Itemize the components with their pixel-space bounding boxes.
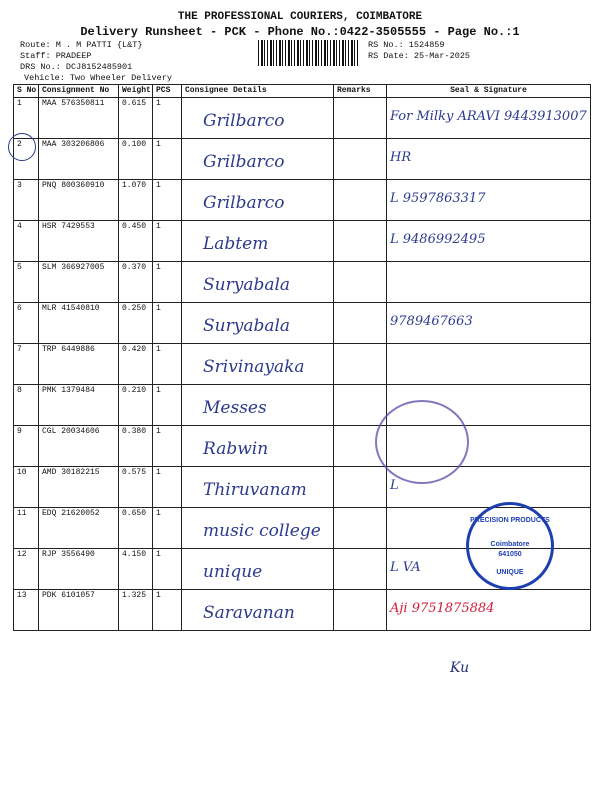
seal-signature-text: L 9486992495: [390, 232, 486, 247]
pieces-cell: [153, 385, 182, 426]
handwritten-circle-mark: [8, 133, 36, 161]
weight-cell: [119, 180, 153, 221]
consignment-number-text: MAA 303206806: [42, 140, 105, 149]
consignment-number-text: AMD 30182215: [42, 468, 100, 477]
company-seal: [466, 502, 554, 590]
pieces-cell: [153, 590, 182, 631]
pieces-text: 1: [156, 386, 161, 395]
consignment-number-text: MLR 41540810: [42, 304, 100, 313]
serial-number-text: 1: [17, 99, 22, 108]
seal-signature-cell: [387, 262, 591, 303]
seal-text-3: 641050: [498, 551, 522, 558]
serial-number-text: 8: [17, 386, 22, 395]
serial-number-text: 5: [17, 263, 22, 272]
remarks-cell: [334, 180, 387, 221]
seal-signature-cell: [387, 221, 591, 262]
table-row: [14, 221, 591, 262]
column-header: Consignee Details: [182, 85, 334, 98]
pieces-cell: [153, 344, 182, 385]
consignee-details-cell: [182, 139, 334, 180]
weight-text: 0.380: [122, 427, 147, 436]
serial-number-cell: [14, 98, 39, 139]
remarks-cell: [334, 98, 387, 139]
column-header: Weight: [119, 85, 153, 98]
route-label: Route: M . M PATTI {L&T}: [20, 40, 143, 50]
consignee-details-text: unique: [203, 562, 263, 582]
consignment-number-text: PNQ 800360910: [42, 181, 105, 190]
serial-number-text: 6: [17, 304, 22, 313]
consignment-number-cell: [39, 549, 119, 590]
seal-signature-cell: [387, 303, 591, 344]
consignee-details-cell: [182, 344, 334, 385]
pieces-cell: [153, 98, 182, 139]
weight-text: 0.370: [122, 263, 147, 272]
consignee-details-cell: [182, 262, 334, 303]
weight-cell: [119, 508, 153, 549]
weight-cell: [119, 385, 153, 426]
pieces-cell: [153, 508, 182, 549]
seal-signature-text: Aji 9751875884: [390, 601, 495, 616]
consignee-details-text: Grilbarco: [203, 111, 285, 131]
seal-signature-text: L 9597863317: [390, 191, 486, 206]
weight-text: 0.420: [122, 345, 147, 354]
drs-label: DRS No.: DCJ8152485901: [20, 62, 133, 72]
table-row: [14, 98, 591, 139]
consignment-number-cell: [39, 221, 119, 262]
consignment-number-cell: [39, 139, 119, 180]
consignment-number-cell: [39, 508, 119, 549]
weight-cell: [119, 467, 153, 508]
consignee-details-text: music college: [203, 521, 321, 541]
weight-text: 0.650: [122, 509, 147, 518]
serial-number-text: 12: [17, 550, 27, 559]
weight-cell: [119, 303, 153, 344]
remarks-cell: [334, 385, 387, 426]
weight-text: 0.210: [122, 386, 147, 395]
serial-number-cell: [14, 262, 39, 303]
rs-number: RS No.: 1524859: [368, 40, 445, 50]
seal-signature-text: 9789467663: [390, 314, 473, 329]
seal-text-1: PRECISION PRODUCTS: [470, 517, 550, 524]
consignee-details-cell: [182, 590, 334, 631]
vehicle-label: Vehicle: Two Wheeler Delivery: [24, 73, 172, 83]
consignment-number-cell: [39, 467, 119, 508]
weight-cell: [119, 262, 153, 303]
table-row: [14, 590, 591, 631]
runsheet-title: Delivery Runsheet - PCK - Phone No.:0422-3505555 - Page No.:1: [80, 25, 520, 39]
pieces-text: 1: [156, 345, 161, 354]
pieces-text: 1: [156, 591, 161, 600]
seal-signature-cell: [387, 344, 591, 385]
seal-signature-cell: [387, 98, 591, 139]
consignee-details-cell: [182, 508, 334, 549]
consignment-number-text: TRP 6449886: [42, 345, 95, 354]
serial-number-cell: [14, 508, 39, 549]
remarks-cell: [334, 549, 387, 590]
pieces-text: 1: [156, 263, 161, 272]
consignment-number-text: RJP 3556490: [42, 550, 95, 559]
seal-signature-text: For Milky ARAVI 9443913007: [390, 109, 587, 124]
pieces-cell: [153, 426, 182, 467]
pieces-text: 1: [156, 304, 161, 313]
consignment-number-cell: [39, 98, 119, 139]
consignee-details-text: Labtem: [203, 234, 269, 254]
pieces-text: 1: [156, 468, 161, 477]
seal-signature-text: L VA: [390, 560, 421, 575]
pieces-cell: [153, 467, 182, 508]
consignment-number-text: PDK 6101057: [42, 591, 95, 600]
serial-number-cell: [14, 467, 39, 508]
consignment-number-cell: [39, 303, 119, 344]
weight-text: 1.325: [122, 591, 147, 600]
consignment-number-text: SLM 366927005: [42, 263, 105, 272]
consignee-details-text: Suryabala: [203, 275, 291, 295]
company-title: THE PROFESSIONAL COURIERS, COIMBATORE: [177, 11, 423, 23]
consignee-details-cell: [182, 98, 334, 139]
pieces-cell: [153, 549, 182, 590]
consignment-number-text: MAA 576350811: [42, 99, 105, 108]
serial-number-text: 4: [17, 222, 22, 231]
serial-number-text: 10: [17, 468, 27, 477]
table-row: [14, 426, 591, 467]
serial-number-text: 2: [17, 140, 22, 149]
seal-signature-text: L: [390, 478, 399, 493]
pieces-text: 1: [156, 509, 161, 518]
serial-number-cell: [14, 590, 39, 631]
serial-number-text: 3: [17, 181, 22, 190]
weight-cell: [119, 426, 153, 467]
weight-text: 0.250: [122, 304, 147, 313]
table-row: [14, 344, 591, 385]
barcode: [258, 40, 358, 66]
weight-cell: [119, 344, 153, 385]
ink-seal: [375, 400, 469, 484]
remarks-cell: [334, 467, 387, 508]
remarks-cell: [334, 262, 387, 303]
remarks-cell: [334, 139, 387, 180]
consignee-details-cell: [182, 180, 334, 221]
weight-cell: [119, 98, 153, 139]
consignment-number-text: HSR 7429553: [42, 222, 95, 231]
seal-text-4: UNIQUE: [496, 569, 524, 576]
weight-text: 0.575: [122, 468, 147, 477]
remarks-cell: [334, 508, 387, 549]
pieces-cell: [153, 139, 182, 180]
consignment-number-text: PMK 1379484: [42, 386, 95, 395]
seal-signature-text: HR: [390, 150, 412, 165]
seal-signature-cell: [387, 590, 591, 631]
consignee-details-cell: [182, 426, 334, 467]
consignment-number-cell: [39, 426, 119, 467]
serial-number-text: 11: [17, 509, 27, 518]
consignment-number-cell: [39, 385, 119, 426]
consignee-details-cell: [182, 303, 334, 344]
serial-number-cell: [14, 180, 39, 221]
pieces-cell: [153, 221, 182, 262]
serial-number-cell: [14, 549, 39, 590]
serial-number-text: 7: [17, 345, 22, 354]
serial-number-cell: [14, 385, 39, 426]
consignment-number-text: EDQ 21620052: [42, 509, 100, 518]
weight-text: 4.150: [122, 550, 147, 559]
serial-number-cell: [14, 426, 39, 467]
pieces-text: 1: [156, 99, 161, 108]
weight-cell: [119, 139, 153, 180]
weight-text: 0.100: [122, 140, 147, 149]
column-header: Seal & Signature: [387, 85, 591, 98]
remarks-cell: [334, 221, 387, 262]
serial-number-cell: [14, 221, 39, 262]
table-row: [14, 262, 591, 303]
seal-signature-cell: [387, 180, 591, 221]
consignee-details-text: Messes: [203, 398, 267, 418]
remarks-cell: [334, 590, 387, 631]
consignee-details-text: Rabwin: [203, 439, 269, 459]
table-row: [14, 303, 591, 344]
pieces-text: 1: [156, 140, 161, 149]
consignee-details-text: Grilbarco: [203, 152, 285, 172]
column-header: S No: [14, 85, 39, 98]
consignee-details-cell: [182, 221, 334, 262]
serial-number-cell: [14, 344, 39, 385]
consignment-number-cell: [39, 262, 119, 303]
column-header: Remarks: [334, 85, 387, 98]
table-row: [14, 139, 591, 180]
column-header: PCS: [153, 85, 182, 98]
serial-number-cell: [14, 303, 39, 344]
consignee-details-cell: [182, 467, 334, 508]
pieces-cell: [153, 262, 182, 303]
remarks-cell: [334, 344, 387, 385]
consignment-number-text: CGL 20034606: [42, 427, 100, 436]
table-row: [14, 385, 591, 426]
consignment-number-cell: [39, 180, 119, 221]
pieces-cell: [153, 303, 182, 344]
consignee-details-text: Saravanan: [203, 603, 295, 623]
column-header: Consignment No: [39, 85, 119, 98]
pieces-text: 1: [156, 181, 161, 190]
pieces-text: 1: [156, 222, 161, 231]
pieces-text: 1: [156, 550, 161, 559]
weight-text: 1.070: [122, 181, 147, 190]
consignment-number-cell: [39, 590, 119, 631]
consignee-details-text: Thiruvanam: [203, 480, 307, 500]
weight-cell: [119, 590, 153, 631]
consignment-number-cell: [39, 344, 119, 385]
table-header-row: [14, 85, 591, 98]
consignee-details-cell: [182, 385, 334, 426]
serial-number-text: 13: [17, 591, 27, 600]
weight-cell: [119, 221, 153, 262]
consignee-details-text: Srivinayaka: [203, 357, 305, 377]
weight-text: 0.450: [122, 222, 147, 231]
serial-number-text: 9: [17, 427, 22, 436]
consignee-details-cell: [182, 549, 334, 590]
table-row: [14, 180, 591, 221]
pieces-cell: [153, 180, 182, 221]
consignee-details-text: Suryabala: [203, 316, 291, 336]
pieces-text: 1: [156, 427, 161, 436]
weight-cell: [119, 549, 153, 590]
weight-text: 0.615: [122, 99, 147, 108]
staff-label: Staff: PRADEEP: [20, 51, 92, 61]
consignee-details-text: Grilbarco: [203, 193, 285, 213]
footer-signature: Ku: [450, 660, 470, 676]
rs-date: RS Date: 25-Mar-2025: [368, 51, 471, 61]
remarks-cell: [334, 303, 387, 344]
seal-signature-cell: [387, 139, 591, 180]
seal-text-2: Coimbatore: [490, 541, 530, 548]
